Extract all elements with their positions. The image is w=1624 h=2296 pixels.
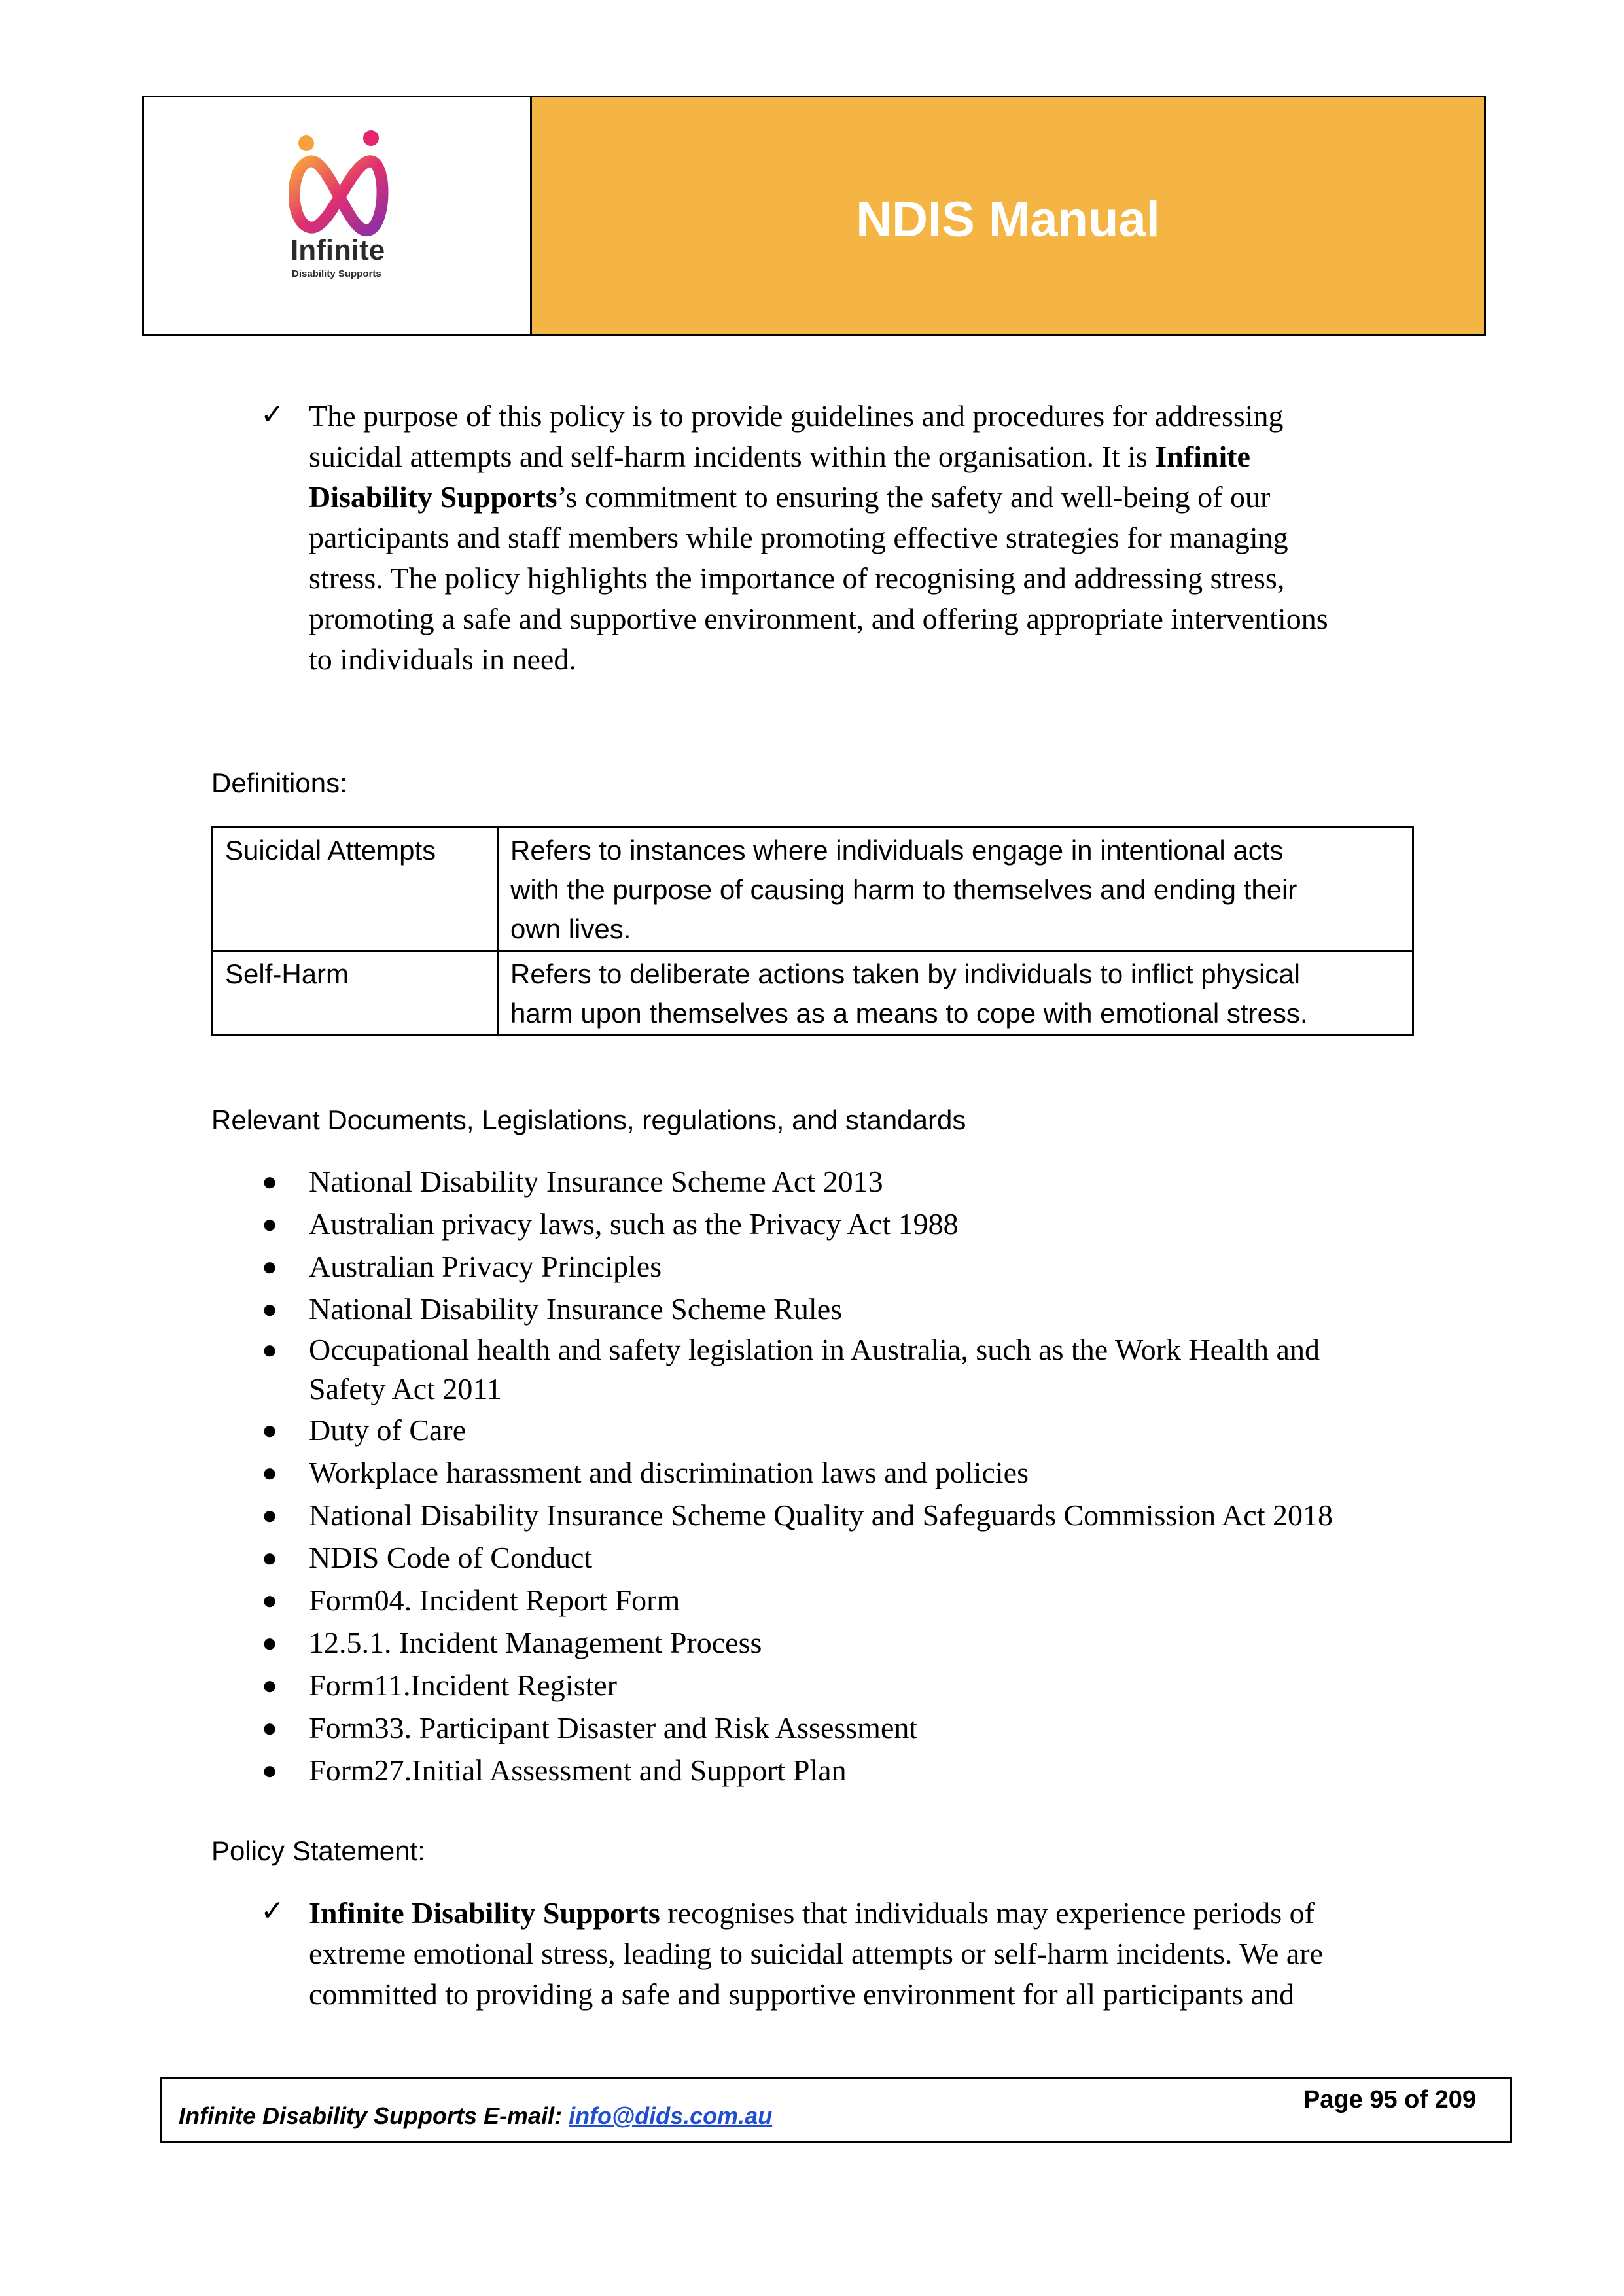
list-item-text: NDIS Code of Conduct <box>309 1541 593 1574</box>
bullet-icon: ● <box>262 1670 278 1700</box>
purpose-line <box>309 477 1434 518</box>
list-item <box>262 1330 1447 1409</box>
bullet-icon: ● <box>262 1713 278 1742</box>
infinite-logo <box>289 129 394 286</box>
bullet-icon: ● <box>262 1756 278 1785</box>
definitions-table <box>211 826 1414 1036</box>
bullet-icon: ● <box>262 1458 278 1487</box>
definition-line: harm upon themselves as a means to cope with emotional stress. <box>510 998 1308 1029</box>
definition-line: Refers to instances where individuals engage in intentional acts <box>510 835 1284 866</box>
list-item <box>262 1579 1447 1621</box>
bullet-icon: ● <box>262 1585 278 1615</box>
purpose-line: stress. The policy highlights the importance of recognising and addressing stress, <box>309 561 1285 595</box>
purpose-line <box>309 436 1434 477</box>
title-cell <box>532 97 1484 334</box>
email-link[interactable]: info@dids.com.au <box>569 2102 773 2129</box>
bullet-icon: ● <box>262 1628 278 1657</box>
bullet-icon: ● <box>262 1415 278 1445</box>
definition-text <box>498 828 1413 951</box>
purpose-line-text: suicidal attempts and self-harm incidents within the organisation. It is <box>309 440 1148 473</box>
list-item-text: Form33. Participant Disaster and Risk Assessment <box>309 1711 918 1744</box>
checkmark-icon: ✓ <box>260 1894 285 1928</box>
definition-text <box>498 951 1413 1036</box>
list-item <box>262 1245 1447 1288</box>
list-item-text: National Disability Insurance Scheme Quality and Safeguards Commission Act 2018 <box>309 1498 1333 1532</box>
policy-line: committed to providing a safe and supportive environment for all participants and <box>309 1977 1295 2011</box>
definition-line: Refers to deliberate actions taken by individuals to inflict physical <box>510 959 1300 989</box>
footer-label: Infinite Disability Supports E-mail: <box>179 2102 569 2129</box>
list-item-text: Workplace harassment and discrimination laws and policies <box>309 1456 1029 1489</box>
page-footer <box>160 2077 1512 2143</box>
bullet-icon: ● <box>262 1209 278 1239</box>
policy-line: extreme emotional stress, leading to suicidal attempts or self-harm incidents. We are <box>309 1937 1324 1970</box>
footer-contact <box>179 2102 772 2130</box>
relevant-list <box>262 1160 1447 1792</box>
definitions-heading: Definitions: <box>211 768 347 798</box>
relevant-heading: Relevant Documents, Legislations, regulations, and standards <box>211 1104 966 1135</box>
bullet-icon: ● <box>262 1543 278 1572</box>
org-name-bold: Disability Supports <box>309 480 557 514</box>
org-name-bold: Infinite Disability Supports <box>309 1896 660 1930</box>
list-item <box>262 1160 1447 1203</box>
bullet-icon: ● <box>262 1500 278 1530</box>
purpose-line: participants and staff members while promoting effective strategies for managing <box>309 521 1288 554</box>
purpose-line-text: ’s commitment to ensuring the safety and well-being of our <box>557 480 1271 514</box>
policy-line-text: recognises that individuals may experience periods of <box>660 1896 1315 1930</box>
page-number: Page 95 of 209 <box>1303 2086 1476 2113</box>
list-item-text: Occupational health and safety legislation in Australia, such as the Work Health and <box>309 1333 1320 1366</box>
list-item <box>262 1409 1447 1451</box>
policy-paragraph <box>309 1893 1434 2015</box>
table-row <box>213 828 1413 951</box>
list-item <box>262 1536 1447 1579</box>
logo-name: Infinite <box>291 234 385 266</box>
checkmark-icon: ✓ <box>260 398 285 431</box>
list-item <box>262 1494 1447 1536</box>
definition-line: with the purpose of causing harm to themselves and ending their <box>510 874 1297 905</box>
list-item-text: Form11.Incident Register <box>309 1669 617 1702</box>
list-item <box>262 1664 1447 1706</box>
bullet-icon: ● <box>262 1167 278 1196</box>
purpose-line: to individuals in need. <box>309 643 576 676</box>
logo-tagline: Disability Supports <box>292 268 381 279</box>
definition-term: Self-Harm <box>213 951 498 1036</box>
definition-line: own lives. <box>510 913 631 944</box>
list-item-text: Form27.Initial Assessment and Support Plan <box>309 1754 847 1787</box>
definition-term: Suicidal Attempts <box>213 828 498 951</box>
purpose-paragraph <box>309 396 1434 680</box>
policy-heading: Policy Statement: <box>211 1835 425 1866</box>
purpose-line: promoting a safe and supportive environment, and offering appropriate interventions <box>309 602 1328 635</box>
list-item <box>262 1749 1447 1792</box>
bullet-icon: ● <box>262 1252 278 1281</box>
list-item-text: Safety Act 2011 <box>309 1372 502 1405</box>
org-name-bold: Infinite <box>1155 440 1250 473</box>
purpose-line: The purpose of this policy is to provide guidelines and procedures for addressing <box>309 399 1284 433</box>
bullet-icon: ● <box>262 1335 278 1364</box>
page-header <box>142 96 1486 336</box>
list-item <box>262 1706 1447 1749</box>
list-item-text: Form04. Incident Report Form <box>309 1583 680 1617</box>
policy-line <box>309 1893 1434 1934</box>
list-item <box>262 1451 1447 1494</box>
bullet-icon: ● <box>262 1294 278 1324</box>
list-item-text: National Disability Insurance Scheme Rules <box>309 1292 843 1326</box>
list-item <box>262 1288 1447 1330</box>
list-item-text: National Disability Insurance Scheme Act 2013 <box>309 1165 883 1198</box>
logo-cell <box>144 97 532 334</box>
list-item <box>262 1203 1447 1245</box>
list-item <box>262 1621 1447 1664</box>
page-title: NDIS Manual <box>856 192 1160 247</box>
list-item-text: Duty of Care <box>309 1413 467 1447</box>
list-item-text: 12.5.1. Incident Management Process <box>309 1626 762 1659</box>
list-item-text: Australian privacy laws, such as the Privacy Act 1988 <box>309 1207 959 1241</box>
table-row <box>213 951 1413 1036</box>
list-item-text: Australian Privacy Principles <box>309 1250 662 1283</box>
